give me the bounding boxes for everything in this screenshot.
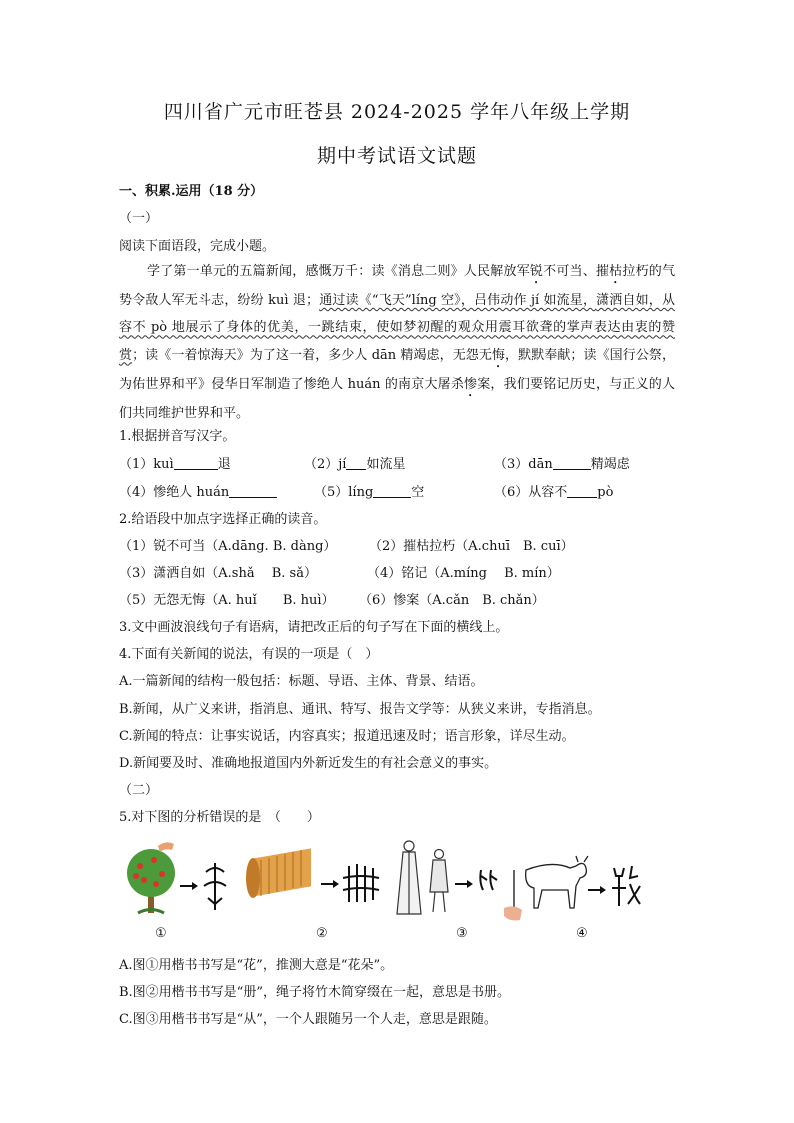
scholar-figure-icon (397, 841, 421, 914)
exam-title-line2: 期中考试语文试题 (316, 145, 477, 167)
figure-caption-1: ① (155, 926, 167, 941)
reading-passage: 学了第一单元的五篇新闻，感慨万千：读《消息二则》人民解放军锐不可当、摧枯拉朽的气势令敌人军无斗志，纷纷 kuì 退；通过读《“飞天”líng 空》，吕伟动作 jí 如流星，潇洒自如，从容不 pò 地展示了身体的优美，一跳结束，使如梦初醒的观众用震耳欲聋的掌声表达由衷的赞赏；读《一着惊海天》为了这一着，多少人 dān 精竭虑，无怨无悔，默默奉献；读《国行公祭，为佑世界和平》侵华日军制造了惨绝人 huán 的南京大屠杀惨案，我们要铭记历史，与正义的人们共同维护世界和平。 (119, 264, 675, 421)
question-1-stem: 1.根据拼音写汉字。 (119, 429, 236, 444)
arrow-icon (455, 880, 473, 888)
oracle-ce-glyph (343, 864, 379, 902)
question-3-stem: 3.文中画波浪线句子有语病，请把改正后的句子写在下面的横线上。 (119, 620, 509, 635)
question-4-option-c: C.新闻的特点：让事实说话，内容真实；报道迅速及时；语言形象，详尽生动。 (119, 729, 575, 744)
servant-figure-icon (430, 850, 448, 913)
arrow-icon (588, 886, 606, 894)
answer-blank[interactable] (553, 455, 591, 470)
question-4-option-a: A.一篇新闻的结构一般包括：标题、导语、主体、背景、结语。 (119, 674, 484, 689)
question-1-item4: （4）惨绝人 huán (119, 481, 277, 500)
question-5-option-a: A.图①用楷书书写是“花”，推测大意是“花朵”。 (119, 958, 394, 973)
dotted-char: 枯 (609, 264, 623, 279)
hand-with-stick-icon (504, 870, 522, 921)
question-5-option-b: B.图②用楷书书写是“册”，绳子将竹木简穿缀在一起，意思是书册。 (119, 985, 510, 1000)
dotted-char: 惨 (464, 376, 478, 392)
oracle-mu-glyph (612, 866, 640, 906)
part-one-label: （一） (119, 211, 159, 226)
dotted-char: 悔 (491, 347, 506, 363)
bamboo-scroll-icon (246, 848, 311, 898)
arrow-icon (180, 882, 198, 890)
figure-caption-4: ④ (576, 926, 588, 941)
question-4-option-b: B.新闻，从广义来讲，指消息、通讯、特写、报告文学等：从狭义来讲，专指消息。 (119, 702, 601, 717)
question-2-stem: 2.给语段中加点字选择正确的读音。 (119, 512, 327, 527)
question-2-opt1: （1）锐不可当（A.dāng. B. dàng） (119, 539, 337, 554)
reading-intro: 阅读下面语段，完成小题。 (119, 239, 276, 254)
answer-blank[interactable] (229, 483, 277, 498)
question-2-opt3: （3）潇洒自如（A.shǎ B. sǎ） (119, 566, 317, 581)
question-2-opt5: （5）无怨无悔（A. huǐ B. huì） (119, 593, 335, 608)
exam-title-line1: 四川省广元市旺苍县 2024-2025 学年八年级上学期 (163, 101, 631, 123)
question-1-item6: （6）从容不 pò (494, 485, 614, 500)
figure-caption-3: ③ (456, 926, 468, 941)
section-heading: 一、积累.运用（18 分） (119, 184, 264, 199)
question-5-option-c: C.图③用楷书书写是“从”，一个人跟随另一个人走，意思是跟随。 (119, 1012, 497, 1027)
part-two-label: （二） (119, 783, 159, 798)
question-4-option-d: D.新闻要及时、准确地报道国内外新近发生的有社会意义的事实。 (119, 756, 498, 771)
question-2-opt4: （4）铭记（A.míng B. mín） (367, 566, 560, 581)
question-2-opt2: （2）摧枯拉朽（A.chuī B. cuī） (369, 539, 574, 554)
answer-blank[interactable] (567, 483, 597, 498)
ox-icon (526, 856, 588, 908)
wavy-sentence: 通过读《“飞天”líng 空》，吕伟动作 jí 如流星， (319, 293, 597, 308)
figure-caption-2: ② (316, 926, 328, 941)
dotted-char: 锐 (529, 264, 544, 279)
question-5-stem: 5.对下图的分析错误的是 （ ） (119, 810, 320, 825)
answer-blank[interactable] (174, 455, 218, 470)
men-to-cong-figure (395, 836, 505, 918)
answer-blank[interactable] (373, 483, 411, 498)
tree-icon (127, 849, 175, 913)
wavy-sentence-cont: 潇洒自如，从容不 pò 地展示了身体的优美，一跳结束，使如梦初醒的观众用震耳欲聋的掌声表达由衷的赞赏 (119, 293, 675, 363)
answer-blank[interactable] (346, 455, 366, 470)
arrow-icon (321, 880, 339, 888)
question-1-item2: （2）jí 如流星 (304, 457, 406, 472)
question-1-item5: （5）líng 空 (314, 485, 425, 500)
ox-to-mu-figure (492, 846, 642, 922)
tree-to-hua-figure (118, 838, 248, 918)
question-1-item3: （3）dān 精竭虑 (494, 457, 630, 472)
question-2-opt6: （6）惨案（A.cǎn B. chǎn） (359, 593, 545, 608)
bamboo-to-ce-figure (245, 846, 390, 916)
question-1-row1: （1）kuì 退 (119, 457, 231, 472)
oracle-hua-glyph (204, 863, 226, 910)
question-4-stem: 4.下面有关新闻的说法，有误的一项是（ ） (119, 647, 379, 662)
hand-icon (158, 842, 174, 852)
